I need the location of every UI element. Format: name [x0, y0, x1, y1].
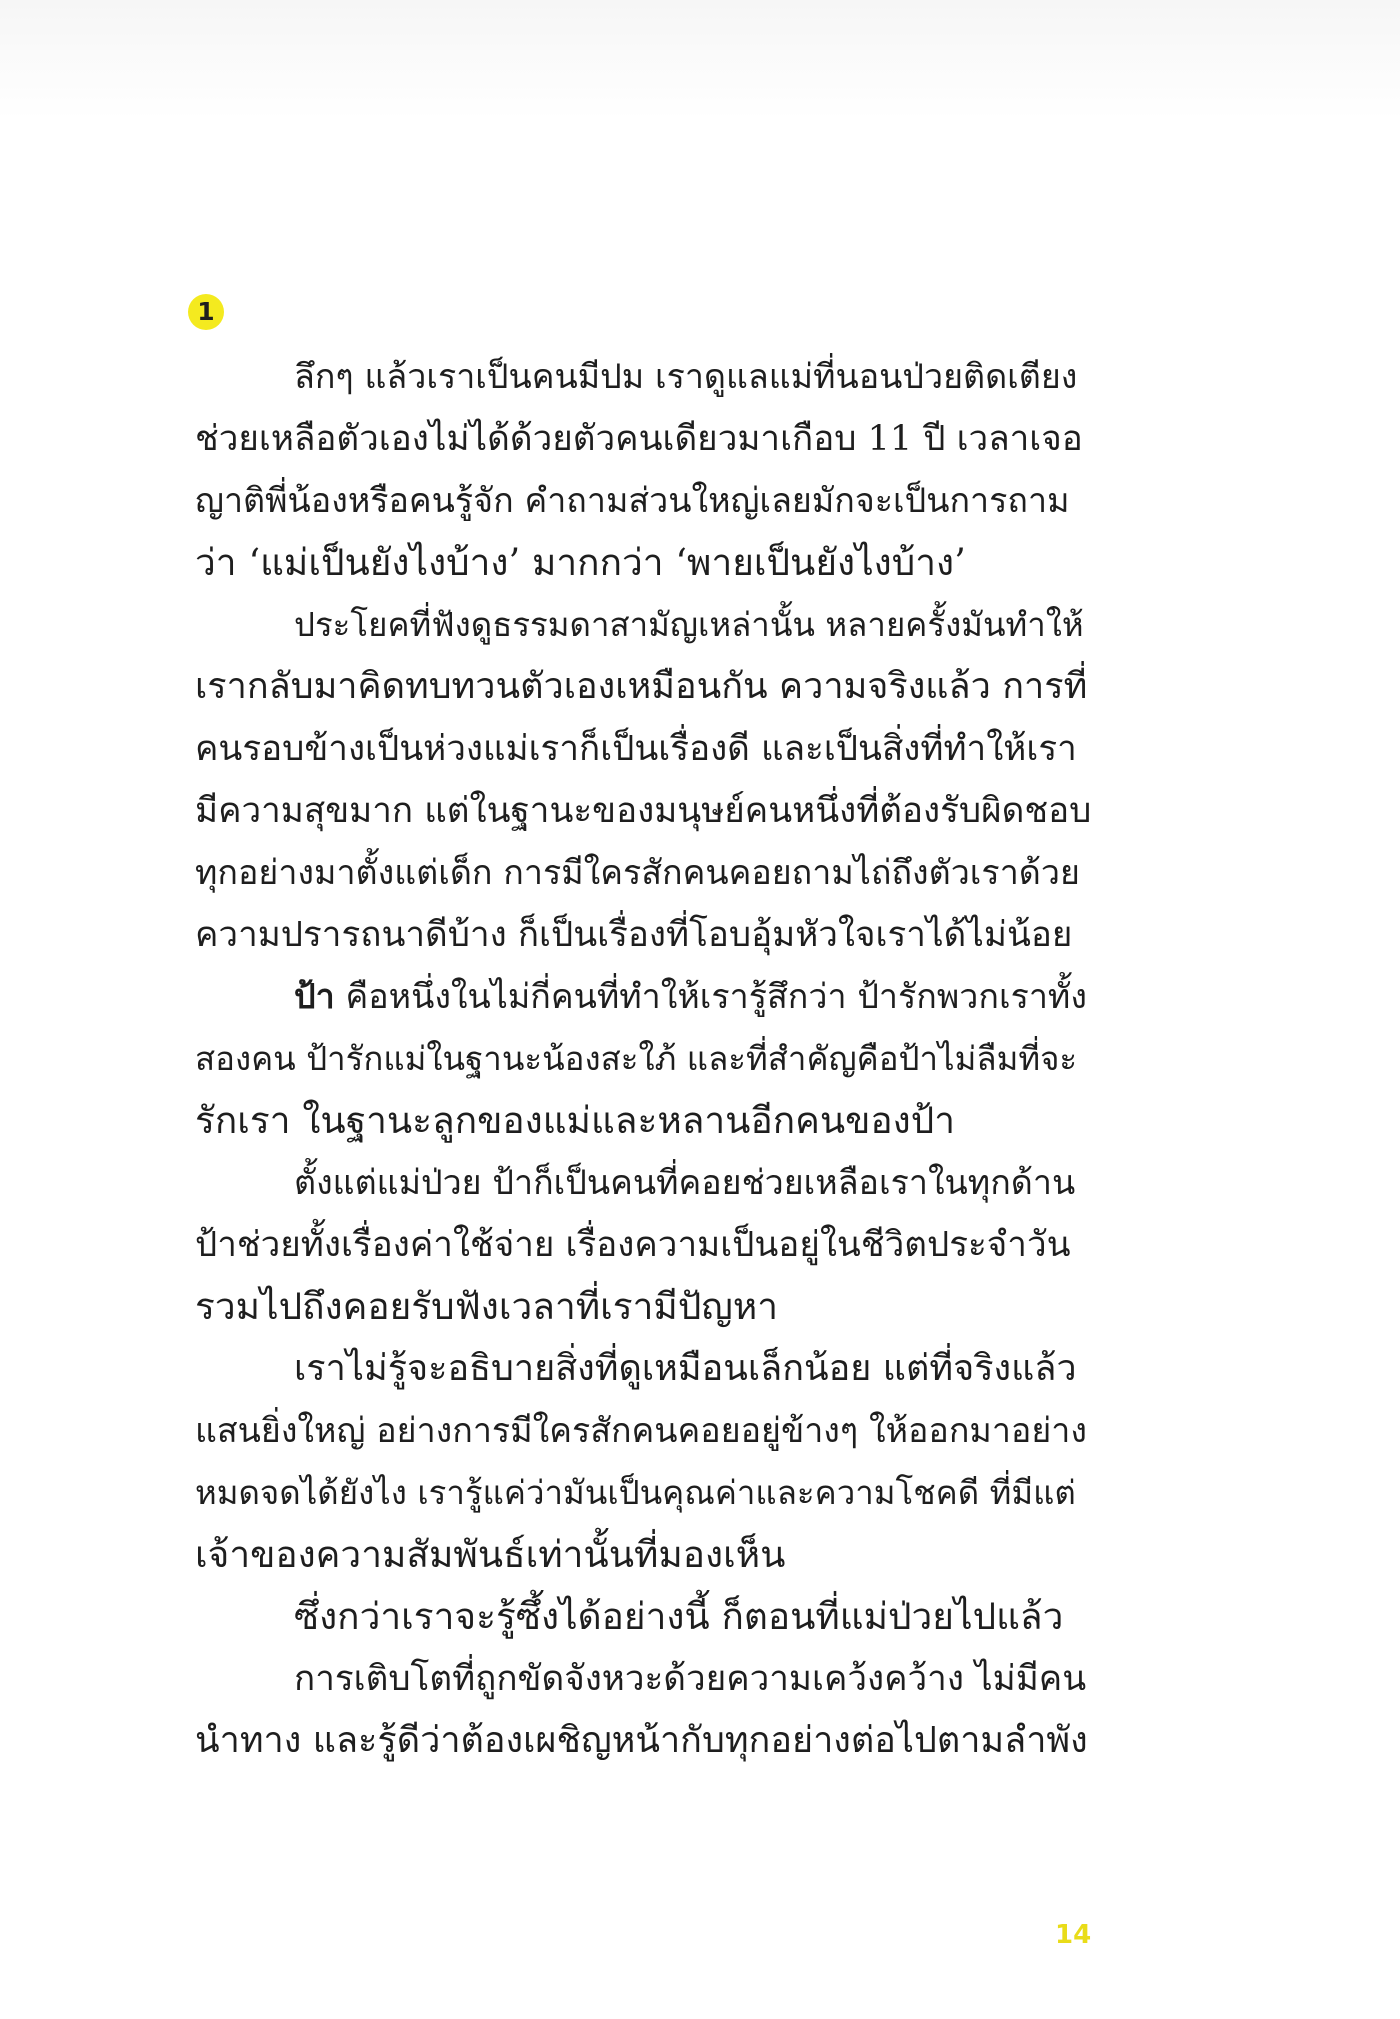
text-line: การเติบโตที่ถูกขัดจังหวะด้วยความเคว้งคว้าง ไม่มีคน: [294, 1659, 1087, 1699]
text-line: ป้าช่วยทั้งเรื่องค่าใช้จ่าย เรื่องความเป็นอยู่ในชีวิตประจำวัน: [195, 1225, 1071, 1265]
text-line: แสนยิ่งใหญ่ อย่างการมีใครสักคนคอยอยู่ข้างๆ ให้ออกมาอย่าง: [195, 1411, 1087, 1451]
text-line: หมดจดได้ยังไง เรารู้แค่ว่ามันเป็นคุณค่าและความโชคดี ที่มีแต่: [195, 1473, 1076, 1512]
text-line: เราไม่รู้จะอธิบายสิ่งที่ดูเหมือนเล็กน้อย แต่ที่จริงแล้ว: [294, 1348, 1077, 1389]
text-line: เจ้าของความสัมพันธ์เท่านั้นที่มองเห็น: [195, 1533, 786, 1576]
text-line: ประโยคที่ฟังดูธรรมดาสามัญเหล่านั้น หลายครั้งมันทำให้: [294, 605, 1084, 644]
chapter-marker: 1: [188, 294, 224, 330]
text-line: รักเรา ในฐานะลูกของแม่และหลานอีกคนของป้า: [195, 1099, 955, 1142]
page-top-shade: [0, 0, 1400, 120]
text-line: ว่า ‘แม่เป็นยังไงบ้าง’ มากกว่า ‘พายเป็นยังไงบ้าง’: [195, 541, 966, 584]
text-line: นำทาง และรู้ดีว่าต้องเผชิญหน้ากับทุกอย่างต่อไปตามลำพัง: [195, 1720, 1088, 1761]
text-line: [195, 966, 1093, 1028]
bold-lead-word: ป้า: [294, 977, 335, 1017]
text-line: ความปรารถนาดีบ้าง ก็เป็นเรื่องที่โอบอุ้มหัวใจเราได้ไม่น้อย: [195, 915, 1073, 955]
text-line: รวมไปถึงคอยรับฟังเวลาที่เรามีปัญหา: [195, 1285, 779, 1328]
text-line: ซึ่งกว่าเราจะรู้ซึ้งได้อย่างนี้ ก็ตอนที่แม่ป่วยไปแล้ว: [294, 1595, 1064, 1638]
text-line: มีความสุขมาก แต่ในฐานะของมนุษย์คนหนึ่งที่ต้องรับผิดชอบ: [195, 791, 1092, 831]
text-line: คนรอบข้างเป็นห่วงแม่เราก็เป็นเรื่องดี และเป็นสิ่งที่ทำให้เรา: [195, 729, 1077, 769]
text-line: เรากลับมาคิดทบทวนตัวเองเหมือนกัน ความจริงแล้ว การที่: [195, 666, 1088, 707]
text-line: ญาติพี่น้องหรือคนรู้จัก คำถามส่วนใหญ่เลยมักจะเป็นการถาม: [195, 481, 1070, 521]
text-line: ช่วยเหลือตัวเองไม่ได้ด้วยตัวคนเดียวมาเกือบ 11 ปี เวลาเจอ: [195, 419, 1083, 459]
text-line: สองคน ป้ารักแม่ในฐานะน้องสะใภ้ และที่สำคัญคือป้าไม่ลืมที่จะ: [195, 1039, 1078, 1078]
text-line: ตั้งแต่แม่ป่วย ป้าก็เป็นคนที่คอยช่วยเหลือเราในทุกด้าน: [294, 1163, 1076, 1203]
text-line-rest: คือหนึ่งในไม่กี่คนที่ทำให้เรารู้สึกว่า ป้ารักพวกเราทั้ง: [334, 977, 1087, 1017]
text-line: ทุกอย่างมาตั้งแต่เด็ก การมีใครสักคนคอยถามไถ่ถึงตัวเราด้วย: [195, 853, 1080, 893]
text-line: ลึกๆ แล้วเราเป็นคนมีปม เราดูแลแม่ที่นอนป่วยติดเตียง: [294, 357, 1078, 397]
page-number: 14: [1055, 1920, 1092, 1950]
body-text: [195, 346, 1093, 1772]
